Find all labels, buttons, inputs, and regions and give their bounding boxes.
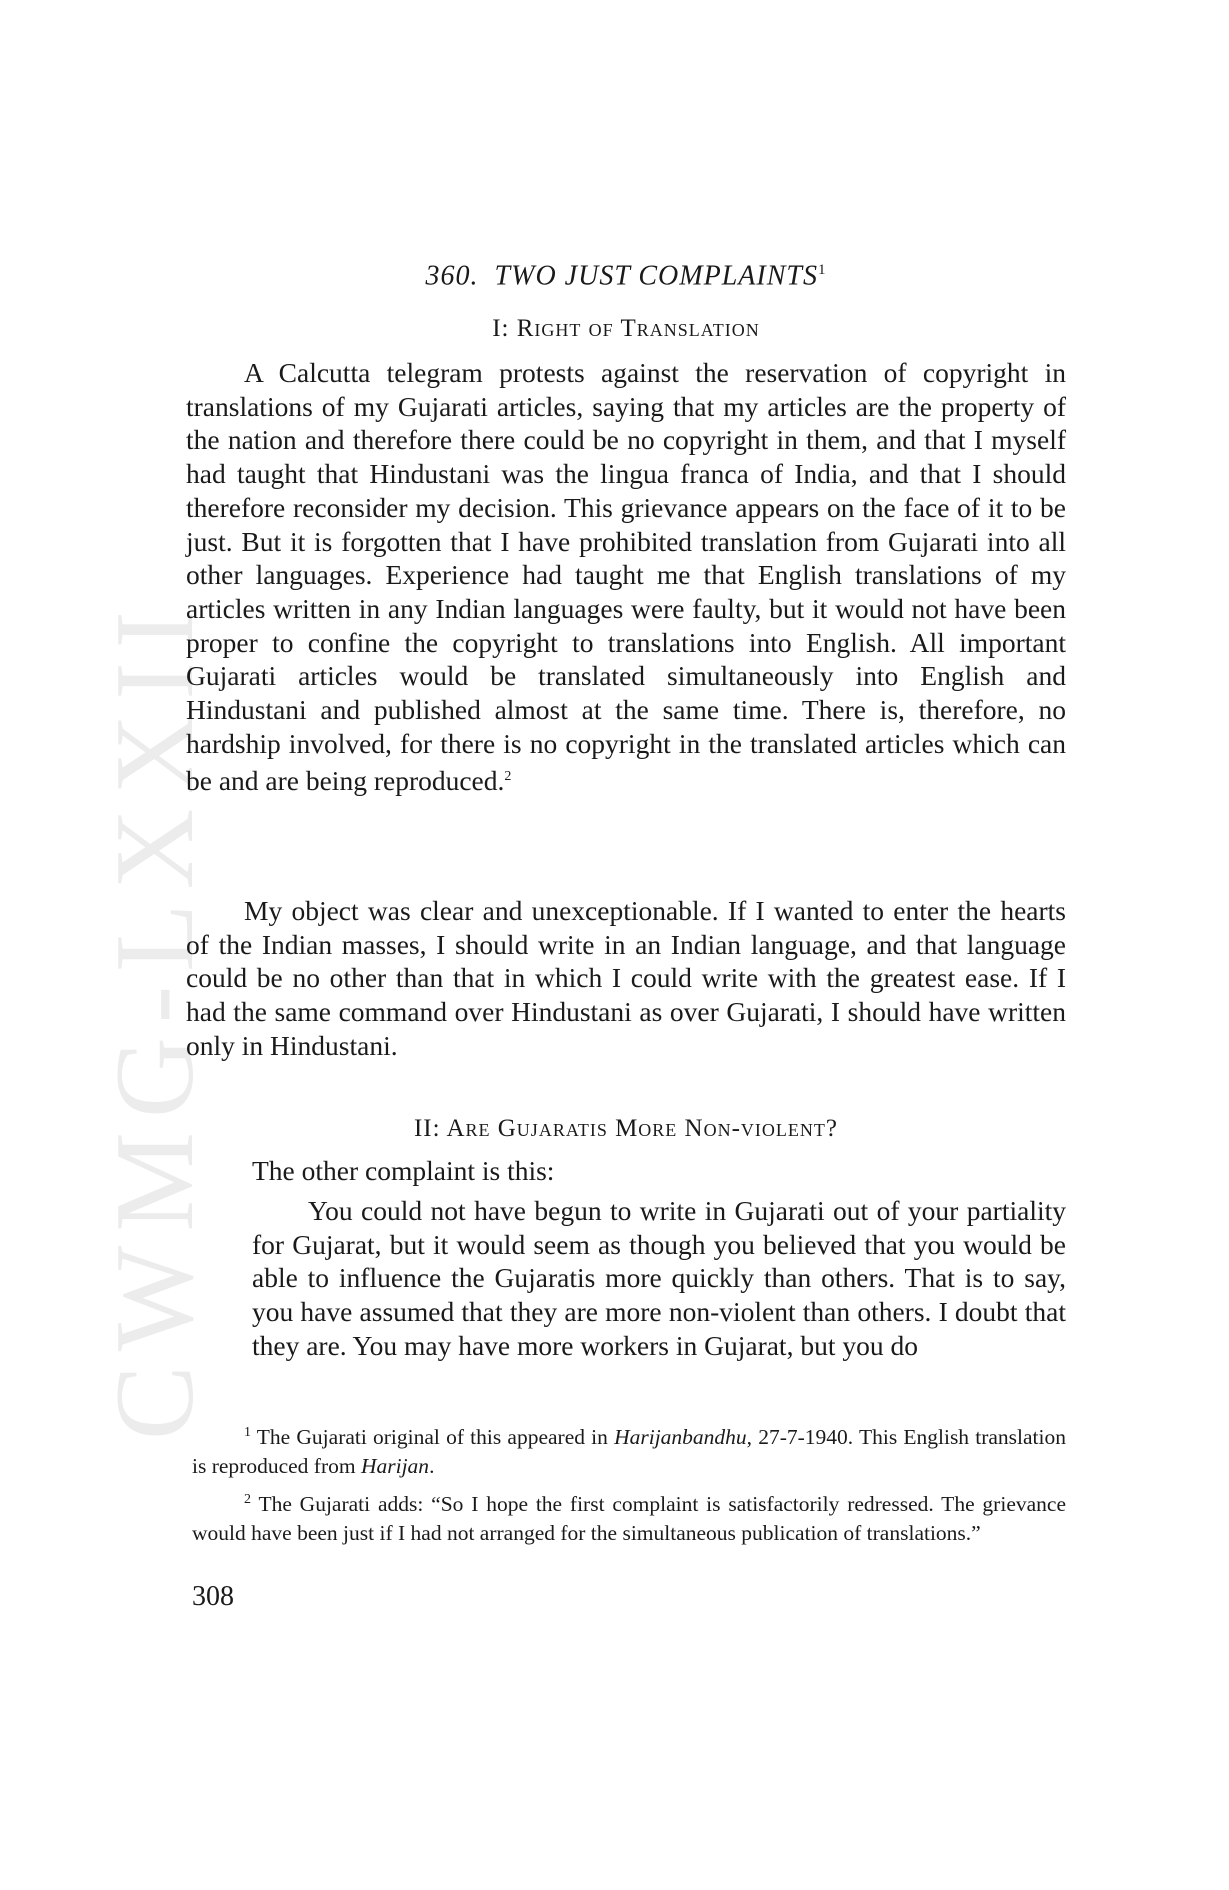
footnote-1-text-c: .: [429, 1454, 435, 1479]
paragraph-3: The other complaint is this:: [252, 1155, 555, 1186]
title-footnote-ref: 1: [817, 262, 827, 278]
paragraph-1-footnote-ref: 2: [504, 769, 512, 785]
watermark-text: CWMG-LXXII: [93, 597, 217, 1440]
footnote-2-marker: 2: [244, 1492, 251, 1508]
footnote-2-text: The Gujarati adds: “So I hope the first complaint is satisfactorily redressed. The grievance would have been just if I had not arranged for the simultaneous publication of translations.”: [192, 1492, 1066, 1546]
article-number: 360.: [425, 260, 479, 292]
page-number: 308: [192, 1581, 234, 1612]
paragraph-1-text: A Calcutta telegram protests against the reservation of copyright in translations of my Gujarati articles, saying that my articles are the property of the nation and therefore there could be no copyright in them, and that I myself had taught that Hindustani was the lingua franca of India, and that I should therefore reconsider my decision. This grievance appears on the face of it to be just. But it is forgotten that I have prohibited translation from Gujarati into all other languages. Experience had taught me that English translations of my articles written in any Indian languages were faulty, but it would not have been proper to confine the copyright to translations into English. All important Gujarati articles would be translated simultaneously into English and Hindustani and published almost at the same time. There is, therefore, no hardship involved, for there is no copyright in the translated articles which can be and are being reproduced.: [186, 357, 1066, 797]
paragraph-1: [186, 356, 1066, 798]
footnote-1: [192, 1418, 1066, 1481]
footnote-1-source-harijan: Harijan: [360, 1454, 430, 1479]
article-title: [186, 252, 1066, 294]
block-quote: You could not have begun to write in Gujarati out of your partiality for Gujarat, but it would seem as though you believed that you would be able to influence the Gujaratis more quickly than others. That is to say, you have assumed that they are more non-violent than others. I doubt that they are. You may have more workers in Gujarat, but you do: [252, 1195, 1066, 1361]
footnote-1-source-harijanbandhu: Harijanbandhu: [614, 1425, 747, 1450]
footnote-1-marker: 1: [244, 1425, 251, 1440]
article-title-text: TWO JUST COMPLAINTS: [494, 260, 818, 292]
section-heading-gujaratis-non-violent: II: Are Gujaratis More Non-violent?: [413, 1115, 839, 1142]
footnote-1-text-b: , 27-7-1940. This English translation is reproduced from: [192, 1425, 1066, 1479]
footnote-2: [192, 1485, 1066, 1548]
section-heading-right-of-translation: I: Right of Translation: [492, 315, 760, 342]
footnotes: [192, 1418, 1066, 1552]
footnote-1-text-a: The Gujarati original of this appeared in: [256, 1425, 615, 1450]
paragraph-2: My object was clear and unexceptionable. If I wanted to enter the hearts of the Indian masses, I should write in an Indian language, and that language could be no other than that in which I could write with the greatest ease. If I had the same command over Hindustani as over Gujarati, I should have written only in Hindustani.: [186, 895, 1066, 1061]
